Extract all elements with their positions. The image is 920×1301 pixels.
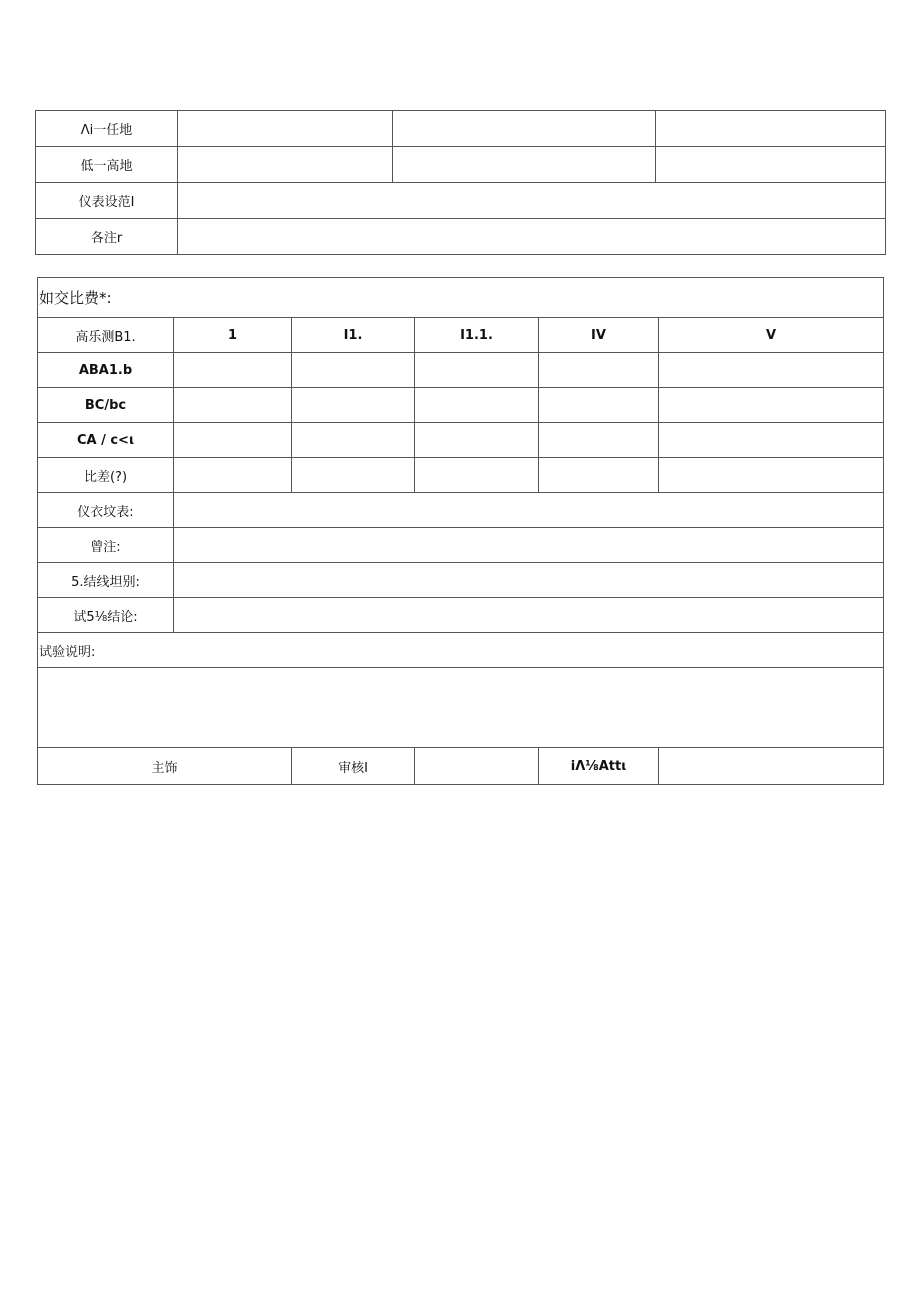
table-row	[38, 493, 884, 528]
row-label: 5.结线坦别:	[38, 563, 174, 598]
value-cell[interactable]	[539, 353, 659, 388]
value-cell[interactable]	[393, 111, 656, 147]
date-value[interactable]	[659, 748, 884, 785]
row-label: ABA1.b	[38, 353, 174, 388]
table-row	[38, 668, 884, 748]
review-label: 审核I	[292, 748, 415, 785]
header-row	[38, 318, 884, 353]
review-value[interactable]	[415, 748, 539, 785]
table-row	[36, 111, 886, 147]
table-row	[38, 633, 884, 668]
column-header: 高乐测B1.	[38, 318, 174, 353]
row-label: Λi一任地	[36, 111, 178, 147]
row-label: CA / c<ι	[38, 423, 174, 458]
value-cell[interactable]	[656, 111, 886, 147]
value-cell[interactable]	[415, 423, 539, 458]
section-title: 如交比费*:	[38, 278, 884, 318]
value-cell[interactable]	[659, 353, 884, 388]
row-label: 仪表设范I	[36, 183, 178, 219]
table-row	[38, 528, 884, 563]
ratio-info-table	[35, 110, 886, 255]
row-label: 各注r	[36, 219, 178, 255]
table-row	[38, 563, 884, 598]
value-cell[interactable]	[178, 183, 886, 219]
table-row	[38, 423, 884, 458]
value-cell[interactable]	[174, 598, 884, 633]
table-row	[38, 353, 884, 388]
column-header: 1	[174, 318, 292, 353]
value-cell[interactable]	[415, 388, 539, 423]
value-cell[interactable]	[292, 388, 415, 423]
value-cell[interactable]	[539, 388, 659, 423]
value-cell[interactable]	[174, 423, 292, 458]
value-cell[interactable]	[539, 423, 659, 458]
value-cell[interactable]	[174, 458, 292, 493]
table-row	[36, 147, 886, 183]
value-cell[interactable]	[292, 423, 415, 458]
column-header: IV	[539, 318, 659, 353]
date-label: iΛ⅛Attι	[539, 748, 659, 785]
row-label: BC/bc	[38, 388, 174, 423]
test-notes-area[interactable]	[38, 668, 884, 748]
row-label: 仪衣坟表:	[38, 493, 174, 528]
row-label: 比差(?)	[38, 458, 174, 493]
ratio-test-table	[37, 277, 884, 785]
value-cell[interactable]	[178, 147, 393, 183]
value-cell[interactable]	[539, 458, 659, 493]
value-cell[interactable]	[174, 528, 884, 563]
column-header: V	[659, 318, 884, 353]
value-cell[interactable]	[659, 423, 884, 458]
row-label: 试5⅛结论:	[38, 598, 174, 633]
table-row	[38, 388, 884, 423]
table-row	[36, 183, 886, 219]
row-label: 曾注:	[38, 528, 174, 563]
value-cell[interactable]	[178, 219, 886, 255]
value-cell[interactable]	[292, 353, 415, 388]
value-cell[interactable]	[415, 353, 539, 388]
main-label: 主饰	[38, 748, 292, 785]
table-row	[38, 278, 884, 318]
table-row	[38, 598, 884, 633]
value-cell[interactable]	[174, 353, 292, 388]
value-cell[interactable]	[178, 111, 393, 147]
table-row	[38, 458, 884, 493]
value-cell[interactable]	[656, 147, 886, 183]
value-cell[interactable]	[659, 388, 884, 423]
signature-row	[38, 748, 884, 785]
row-label: 低一高地	[36, 147, 178, 183]
value-cell[interactable]	[415, 458, 539, 493]
value-cell[interactable]	[174, 388, 292, 423]
value-cell[interactable]	[174, 493, 884, 528]
value-cell[interactable]	[174, 563, 884, 598]
table-row	[36, 219, 886, 255]
column-header: I1.	[292, 318, 415, 353]
value-cell[interactable]	[659, 458, 884, 493]
test-notes-label: 试验说明:	[38, 633, 884, 668]
column-header: I1.1.	[415, 318, 539, 353]
value-cell[interactable]	[292, 458, 415, 493]
value-cell[interactable]	[393, 147, 656, 183]
